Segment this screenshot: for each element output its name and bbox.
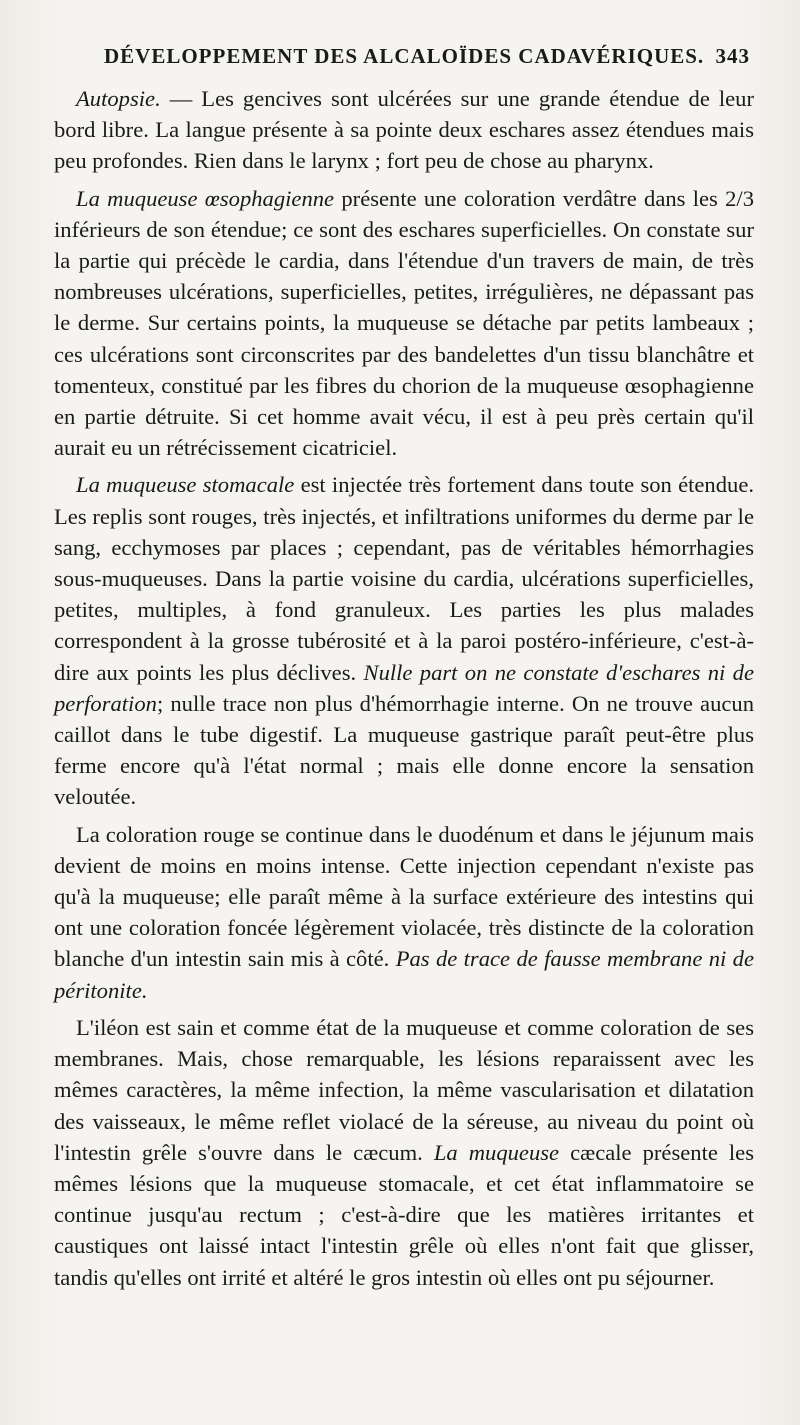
paragraph-text: présente une coloration verdâtre dans les 2/3 inférieurs de son étendue; ce sont des eschares superficielles. On constate sur la partie qui précède le cardia, dans l'étendue d'un travers de main, de très nombreuses ulcérations, superficielles, petites, irrégulières, ne dépassant pas le derme. Sur certains points, la muqueuse se détache par petits lambeaux ; ces ulcérations sont circonscrites par des bandelettes d'un tissu blanchâtre et tomenteux, constitué par les fibres du chorion de la muqueuse œsophagienne en partie détruite. Si cet homme avait vécu, il est à peu près certain qu'il aurait eu un rétrécissement cicatriciel. [54, 185, 754, 461]
paragraph-ileon [54, 1012, 754, 1293]
body-text [54, 83, 754, 1293]
paragraph-emphasis: Pas de trace de fausse membrane ni de péritonite. [54, 946, 755, 1003]
running-header [104, 44, 750, 69]
paragraph-emphasis: Nulle part on ne constate d'eschares ni de perforation [54, 659, 754, 716]
paragraph-tail: ; nulle trace non plus d'hémorrhagie interne. On ne trouve aucun caillot dans le tube digestif. La muqueuse gastrique paraît peut-être plus ferme encore qu'à l'état normal ; mais elle donne encore la sensation veloutée. [54, 690, 754, 810]
page-number: 343 [715, 44, 750, 68]
paragraph-emphasis: La muqueuse [433, 1139, 560, 1165]
paragraph-lead: Autopsie. [76, 86, 161, 111]
paragraph-text: est injectée très fortement dans toute son étendue. Les replis sont rouges, très injectés, et infiltrations uniformes du derme par le sang, ecchymoses par places ; cependant, pas de véritables hémorrhagies sous-muqueuses. Dans la partie voisine du cardia, ulcérations superficielles, petites, multiples, à fond granuleux. Les parties les plus malades correspondent à la grosse tubérosité et à la paroi postéro-inférieure, c'est-à-dire aux points les plus déclives. [54, 472, 754, 685]
paragraph-duodenum [54, 819, 754, 1006]
paragraph-lead: La muqueuse œsophagienne [76, 185, 335, 211]
paragraph-tail: cæcale présente les mêmes lésions que la muqueuse stomacale, et cet état inflammatoire se continue jusqu'au rectum ; c'est-à-dire que les matières irritantes et caustiques ont laissé intact l'intestin grêle où elles n'ont fait que glisser, tandis qu'elles ont irrité et altéré le gros intestin où elles ont pu séjourner. [54, 1139, 754, 1290]
paragraph-text: L'iléon est sain et comme état de la muqueuse et comme coloration de ses membranes. Mais, chose remarquable, les lésions reparaissent avec les mêmes caractères, la même infection, la même vascularisation et dilatation des vaisseaux, le même reflet violacé de la séreuse, au niveau du point où l'intestin grêle s'ouvre dans le cæcum. [54, 1014, 754, 1165]
paragraph-text: La coloration rouge se continue dans le duodénum et dans le jéjunum mais devient de moins en moins intense. Cette injection cependant n'existe pas qu'à la muqueuse; elle paraît même à la surface extérieure des intestins qui ont une coloration foncée légèrement violacée, très distincte de la coloration blanche d'un intestin sain mis à côté. [54, 821, 754, 972]
paragraph-oesophage [54, 183, 754, 464]
paragraph-text: — Les gencives sont ulcérées sur une grande étendue de leur bord libre. La langue présente à sa pointe deux eschares assez étendues mais peu profondes. Rien dans le larynx ; fort peu de chose au pharynx. [54, 86, 754, 174]
paragraph-estomac [54, 469, 754, 812]
paragraph-lead: La muqueuse stomacale [76, 472, 295, 498]
paragraph-autopsie [54, 83, 754, 177]
running-title: DÉVELOPPEMENT DES ALCALOÏDES CADAVÉRIQUES. [104, 44, 705, 68]
